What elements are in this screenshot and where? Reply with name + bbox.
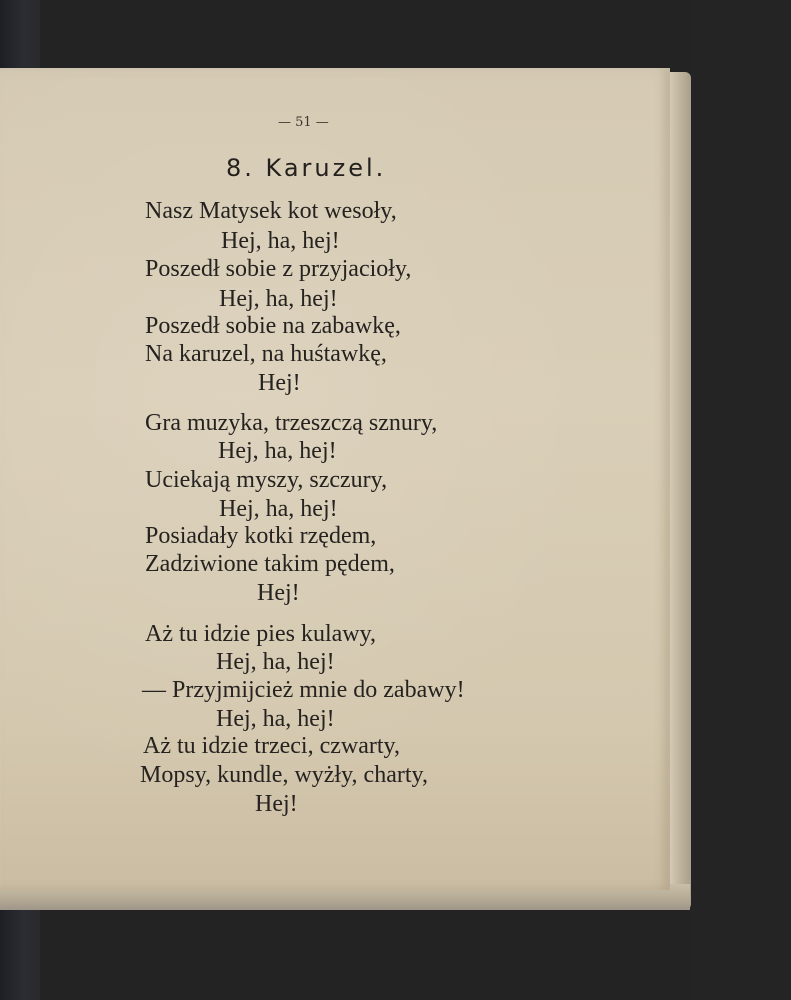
poem-line: Hej, ha, hej!: [221, 228, 340, 254]
poem-title: 8. Karuzel.: [226, 154, 387, 182]
background-right: [690, 0, 791, 1000]
poem-line: Aż tu idzie pies kulawy,: [145, 621, 377, 647]
poem-line: Hej, ha, hej!: [218, 438, 337, 464]
book-page: [0, 68, 670, 890]
poem-line: Mopsy, kundle, wyżły, charty,: [140, 762, 428, 788]
poem-line: Gra muzyka, trzeszczą sznury,: [145, 410, 438, 436]
poem-line: Hej, ha, hej!: [219, 286, 338, 312]
poem-line: Hej, ha, hej!: [216, 649, 335, 675]
poem-line: Hej, ha, hej!: [216, 706, 335, 732]
poem-line: Uciekają myszy, szczury,: [145, 467, 388, 493]
poem-line: Aż tu idzie trzeci, czwarty,: [143, 733, 400, 759]
poem-line: Nasz Matysek kot wesoły,: [145, 198, 397, 224]
poem-line: Poszedł sobie na zabawkę,: [145, 313, 401, 339]
poem-line: Hej!: [257, 580, 300, 606]
poem-line: Hej!: [258, 370, 301, 396]
poem-line: Hej!: [255, 791, 298, 817]
poem-line: Zadziwione takim pędem,: [145, 551, 395, 577]
poem-line: Na karuzel, na huśtawkę,: [145, 341, 387, 367]
poem-line: Poszedł sobie z przyjacioły,: [145, 256, 412, 282]
poem-line: Hej, ha, hej!: [219, 496, 338, 522]
poem-line: — Przyjmijcież mnie do zabawy!: [142, 677, 465, 703]
page-number: — 51 —: [278, 115, 329, 130]
poem-line: Posiadały kotki rzędem,: [145, 523, 377, 549]
